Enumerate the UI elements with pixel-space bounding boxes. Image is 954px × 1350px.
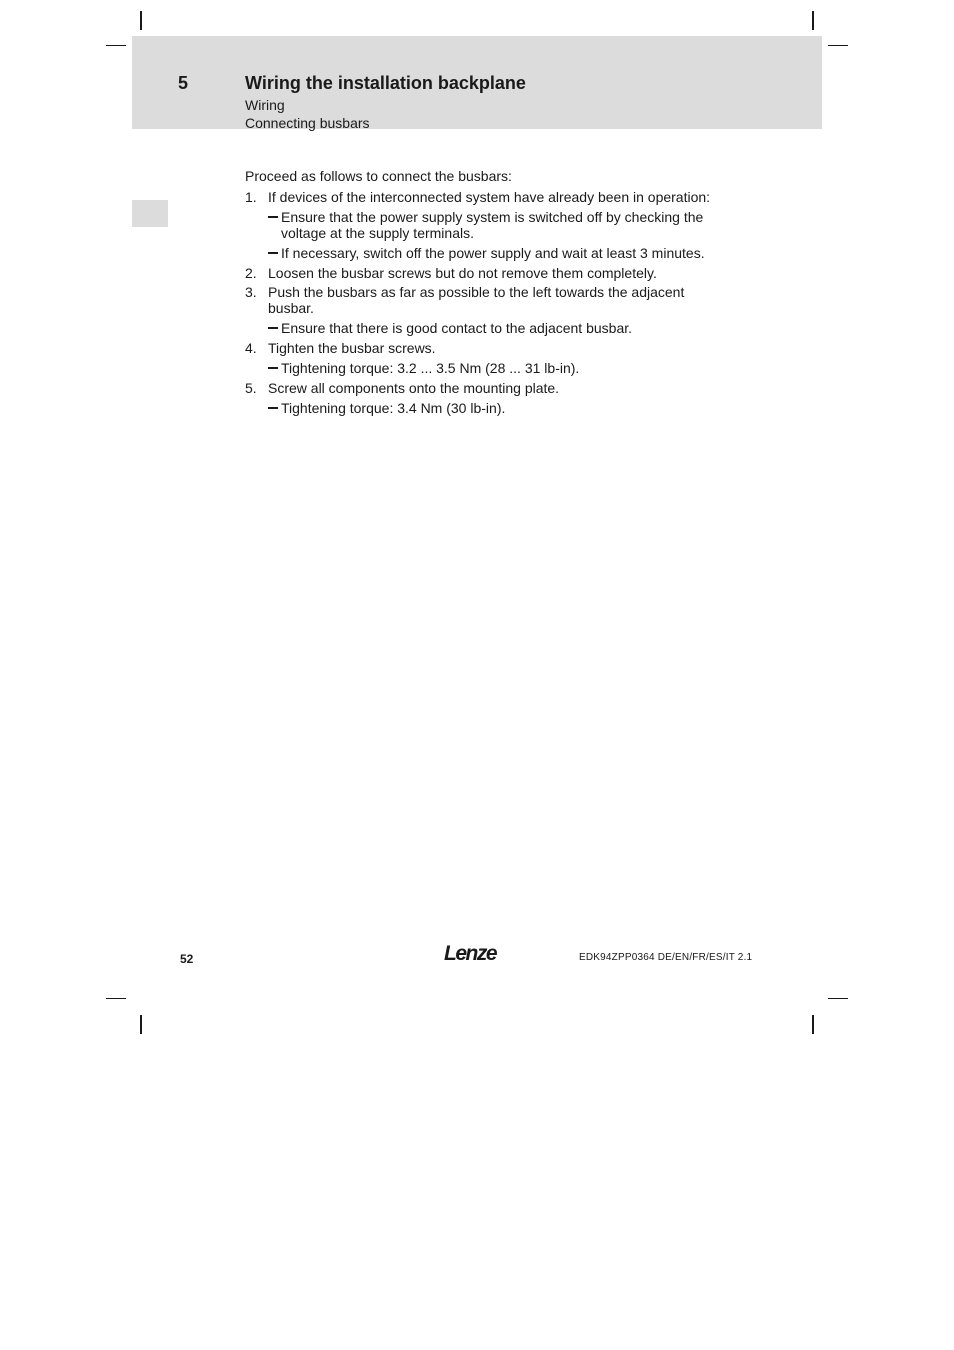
list-item: [245, 189, 725, 261]
sub-item: [268, 400, 725, 416]
crop-mark: [106, 45, 126, 46]
sub-item: [268, 360, 725, 376]
main-content: [245, 168, 725, 420]
dash-bullet-icon: [268, 252, 278, 254]
lenze-logo: Lenze: [444, 942, 497, 965]
step-text: Loosen the busbar screws but do not remove them completely.: [268, 265, 657, 281]
sub-item-text: Tightening torque: 3.2 ... 3.5 Nm (28 ... 31 lb-in).: [281, 360, 580, 376]
step-number: 5.: [245, 380, 257, 396]
sub-item: [268, 245, 725, 261]
subsection-title: Connecting busbars: [245, 115, 370, 131]
step-number: 1.: [245, 189, 257, 205]
step-text: Tighten the busbar screws.: [268, 340, 436, 356]
list-item: [245, 380, 725, 416]
dash-bullet-icon: [268, 216, 278, 218]
crop-mark: [812, 1015, 814, 1034]
step-number: 4.: [245, 340, 257, 356]
crop-mark: [106, 998, 126, 999]
step-number: 3.: [245, 284, 257, 300]
crop-mark: [828, 45, 848, 46]
crop-mark: [828, 998, 848, 999]
dash-bullet-icon: [268, 327, 278, 329]
chapter-title: Wiring the installation backplane: [245, 73, 526, 93]
crop-mark: [140, 1015, 142, 1034]
step-text: If devices of the interconnected system have already been in operation:: [268, 189, 711, 205]
crop-mark: [812, 11, 814, 30]
step-number: 2.: [245, 265, 257, 281]
page-number: 52: [180, 952, 194, 966]
chapter-number: 5: [178, 73, 189, 93]
sub-list: [268, 360, 725, 376]
sub-item-text: Ensure that there is good contact to the adjacent busbar.: [281, 320, 633, 336]
steps-list: [245, 189, 725, 416]
sub-item-text: If necessary, switch off the power supply and wait at least 3 minutes.: [281, 245, 705, 261]
sub-item-text: Tightening torque: 3.4 Nm (30 lb-in).: [281, 400, 506, 416]
sub-item: [268, 209, 725, 241]
sub-item-text: Ensure that the power supply system is switched off by checking the voltage at the supply terminals.: [281, 209, 704, 241]
dash-bullet-icon: [268, 407, 278, 409]
sub-item: [268, 320, 725, 336]
crop-mark: [140, 11, 142, 30]
section-title: Wiring: [245, 97, 285, 113]
sub-list: [268, 320, 725, 336]
side-tab-marker: [132, 200, 168, 227]
sub-list: [268, 400, 725, 416]
list-item: [245, 284, 725, 336]
intro-text: Proceed as follows to connect the busbars:: [245, 168, 512, 184]
list-item: [245, 265, 725, 281]
step-text: Push the busbars as far as possible to the left towards the adjacent busbar.: [268, 284, 685, 316]
step-text: Screw all components onto the mounting plate.: [268, 380, 560, 396]
document-id: EDK94ZPP0364 DE/EN/FR/ES/IT 2.1: [579, 952, 753, 963]
list-item: [245, 340, 725, 376]
dash-bullet-icon: [268, 367, 278, 369]
sub-list: [268, 209, 725, 261]
